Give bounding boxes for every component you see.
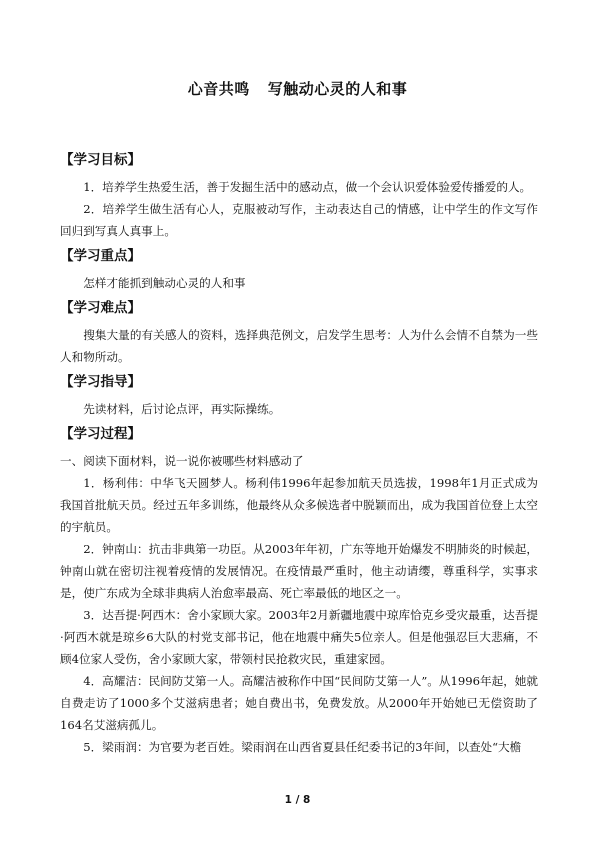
difficulty-text: 搜集大量的有关感人的资料，选择典范例文，启发学生思考：人为什么会情不自禁为一些人和物所动。 (60, 328, 538, 364)
goals-heading: 【学习目标】 (60, 152, 141, 168)
guide-text: 先读材料，后讨论点评，再实际操练。 (83, 402, 281, 416)
material-item: 5．梁雨润：为官要为老百姓。梁雨润在山西省夏县任纪委书记的3年间，以查处“大檐 (83, 740, 522, 754)
material-item: 1．杨利伟：中华飞天圆梦人。杨利伟1996年起参加航天员选拔，1998年1月正式成为我国首批航天员。经过五年多训练，他最终从众多候选者中脱颖而出，成为我国首位登上太空的宇航员。 (60, 476, 538, 534)
goal-item: 2．培养学生做生活有心人，克服被动写作，主动表达自己的情感，让中学生的作文写作回归到写真人真事上。 (60, 202, 538, 238)
difficulty-heading: 【学习难点】 (60, 300, 141, 316)
goal-item: 1．培养学生热爱生活，善于发掘生活中的感动点，做一个会认识爱体验爱传播爱的人。 (83, 180, 532, 194)
guide-section (60, 372, 538, 420)
goals-section (60, 150, 538, 242)
key-text: 怎样才能抓到触动心灵的人和事 (83, 276, 246, 290)
process-section (60, 424, 538, 758)
title-part-2: 写触动心灵的人和事 (267, 80, 408, 98)
guide-heading: 【学习指导】 (60, 374, 141, 390)
material-item: 4．高耀洁：民间防艾第一人。高耀洁被称作中国“民间防艾第一人”。从1996年起，她就自费走访了1000多个艾滋病患者；她自费出书，免费发放。从2000年开始她已无偿资助了164名艾滋病孤儿。 (60, 674, 538, 732)
key-section (60, 246, 538, 294)
title-part-1: 心音共鸣 (187, 80, 250, 98)
difficulty-section (60, 298, 538, 368)
document-body (60, 150, 538, 762)
document-title (0, 78, 595, 99)
page-number: 1 / 8 (284, 794, 311, 806)
process-intro: 一、阅读下面材料，说一说你被哪些材料感动了 (60, 454, 304, 468)
material-item: 3．达吾提·阿西木：舍小家顾大家。2003年2月新疆地震中琼库恰克乡受灾最重，达吾提·阿西木就是琼乡6大队的村党支部书记，他在地震中痛失5位亲人。但是他强忍巨大悲痛，不顾4位家人受伤，舍小家顾大家，带领村民抢救灾民，重建家园。 (60, 608, 538, 666)
key-heading: 【学习重点】 (60, 248, 141, 264)
material-item: 2．钟南山：抗击非典第一功臣。从2003年年初，广东等地开始爆发不明肺炎的时候起，钟南山就在密切注视着疫情的发展情况。在疫情最严重时，他主动请缨，尊重科学，实事求是，使广东成为全球非典病人治愈率最高、死亡率最低的地区之一。 (60, 542, 538, 600)
process-heading: 【学习过程】 (60, 426, 141, 442)
